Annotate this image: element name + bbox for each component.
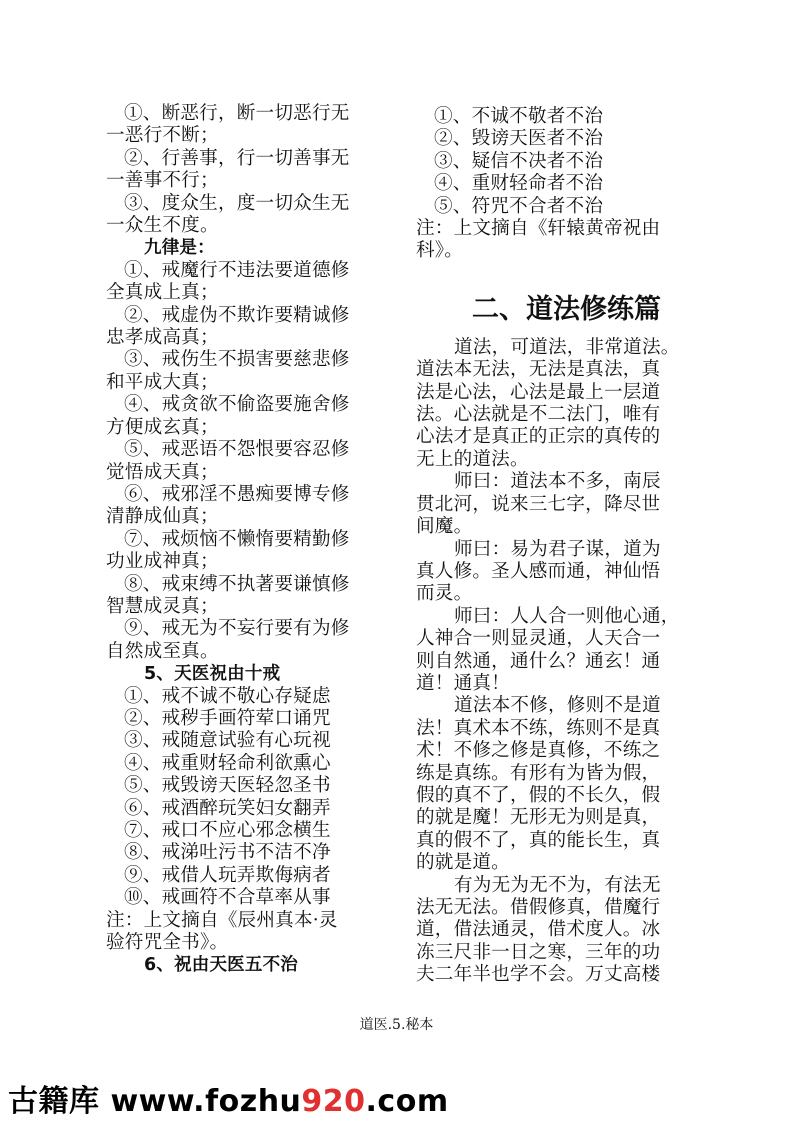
- text-line: ⑨、戒无为不妄行要有为修: [124, 618, 350, 640]
- site-watermark: [8, 1076, 449, 1120]
- text-line: 一善事不行；: [106, 170, 219, 192]
- text-line: 注：上文摘自《辰州真本·灵: [106, 909, 338, 931]
- text-line: 心法才是真正的正宗的真传的: [416, 426, 661, 448]
- text-line: ①、断恶行，断一切恶行无: [124, 103, 350, 124]
- text-line: 一恶行不断；: [106, 125, 219, 147]
- page-footer: 道医.5.秘本: [359, 1017, 434, 1033]
- text-line: 师曰：易为君子谋，道为: [454, 538, 661, 560]
- text-line: 有为无为无不为，有法无: [454, 874, 661, 896]
- text-line: ②、戒秽手画符荤口诵咒: [124, 707, 331, 729]
- text-line: 忠孝成高真；: [106, 327, 219, 349]
- text-line: 道法本无法，无法是真法，真: [416, 359, 661, 381]
- watermark-number: 920: [301, 1084, 366, 1119]
- text-line: ③、度众生，度一切众生无: [124, 192, 350, 214]
- text-line: 人神合一则显灵通，人天合一: [416, 628, 661, 650]
- text-line: ③、戒随意试验有心玩视: [124, 730, 331, 752]
- text-line: ⑧、戒涕吐污书不洁不净: [124, 842, 331, 864]
- text-line: 道法，可道法，非常道法。: [454, 336, 680, 358]
- text-line: 清静成仙真；: [106, 506, 219, 528]
- text-line: 功业成神真；: [106, 551, 219, 573]
- text-line: ⑦、戒口不应心邪念横生: [124, 820, 331, 841]
- text-line: 科》。: [416, 240, 464, 262]
- text-line: 道法本不修，修则不是道: [454, 695, 661, 717]
- text-line: ②、戒虚伪不欺诈要精诚修: [124, 304, 350, 326]
- text-line: 间魔。: [416, 516, 473, 538]
- text-line: ②、毁谤天医者不治: [434, 128, 604, 150]
- section-title: 二、道法修练篇: [472, 293, 661, 325]
- text-line: ①、不诚不敬者不治: [434, 106, 604, 127]
- text-line: 法是心法，心法是最上一层道: [416, 381, 661, 403]
- text-line: ⑥、戒邪淫不愚痴要博专修: [124, 483, 350, 505]
- text-line: ③、疑信不决者不治: [434, 150, 604, 172]
- text-line: 无上的道法。: [416, 448, 529, 470]
- text-line: 道！通真！: [416, 672, 510, 694]
- text-line: 的就是魔！无形无为则是真，: [416, 807, 661, 829]
- text-line: 贯北河，说来三七字，降尽世: [416, 493, 661, 515]
- text-line: 一众生不度。: [106, 215, 219, 237]
- text-line: ④、戒贪欲不偷盗要施舍修: [124, 394, 350, 416]
- text-line: 真的假不了，真的能长生，真: [416, 829, 661, 851]
- text-line: ②、行善事，行一切善事无: [124, 147, 350, 169]
- text-line: ⑤、戒毁谤天医轻忽圣书: [124, 775, 331, 797]
- text-line: 假的真不了，假的不长久，假: [416, 784, 661, 806]
- text-line: 和平成大真；: [106, 371, 219, 393]
- text-line: 法无无法。借假修真，借魔行: [416, 897, 661, 918]
- text-line: 的就是道。: [416, 852, 510, 874]
- text-line: ④、戒重财轻命利欲熏心: [124, 752, 331, 774]
- text-line: ①、戒魔行不违法要道德修: [124, 259, 350, 281]
- right-column: [416, 106, 678, 987]
- text-line: 注：上文摘自《轩辕黄帝祝由: [416, 218, 661, 240]
- text-line: 师曰：人人合一则他心通，: [454, 605, 680, 627]
- text-line: ⑥、戒酒醉玩笑妇女翻弄: [124, 797, 331, 819]
- text-line: 智慧成灵真；: [106, 595, 219, 617]
- text-line: 夫二年半也学不会。万丈高楼: [416, 964, 661, 986]
- text-line: 练是真练。有形有为皆为假，: [416, 762, 661, 784]
- text-line: 而灵。: [416, 583, 473, 605]
- subheading-five-no-treat: 6、祝由天医五不治: [144, 955, 298, 976]
- subheading-nine-precepts: 九律是：: [144, 238, 215, 259]
- watermark-text: 古籍库 www.fozhu: [8, 1084, 302, 1119]
- text-line: 验符咒全书》。: [106, 932, 229, 954]
- watermark-domain: .com: [365, 1084, 449, 1119]
- text-line: 冻三尺非一日之寒，三年的功: [416, 941, 661, 963]
- text-line: 自然成至真。: [106, 640, 219, 662]
- text-line: ④、重财轻命者不治: [434, 173, 604, 195]
- text-line: 觉悟成天真；: [106, 461, 219, 483]
- text-line: ⑧、戒束缚不执著要谦慎修: [124, 573, 350, 595]
- text-line: ⑦、戒烦恼不懒惰要精勤修: [124, 528, 350, 550]
- text-line: 全真成上真；: [106, 282, 219, 304]
- text-line: ⑤、戒恶语不怨恨要容忍修: [124, 439, 350, 461]
- text-line: ⑨、戒借人玩弄欺侮病者: [124, 864, 331, 886]
- text-line: ①、戒不诚不敬心存疑虑: [124, 685, 331, 707]
- text-line: 术！不修之修是真修，不练之: [416, 740, 661, 762]
- text-line: ⑤、符咒不合者不治: [434, 195, 604, 217]
- text-line: ③、戒伤生不损害要慈悲修: [124, 349, 350, 371]
- text-line: ⑩、戒画符不合草率从事: [124, 887, 331, 909]
- text-line: 真人修。圣人感而通，神仙悟: [416, 560, 661, 582]
- subheading-ten-precepts: 5、天医祝由十戒: [144, 664, 281, 685]
- text-line: 道，借法通灵，借术度人。冰: [416, 919, 661, 941]
- left-column: [106, 103, 368, 977]
- text-line: 法。心法就是不二法门，唯有: [416, 404, 661, 426]
- text-line: 方便成玄真；: [106, 416, 219, 438]
- text-line: 法！真术本不练，练则不是真: [416, 717, 661, 739]
- text-line: 师曰：道法本不多，南辰: [454, 471, 661, 493]
- text-line: 则自然通，通什么？通玄！通: [416, 650, 661, 672]
